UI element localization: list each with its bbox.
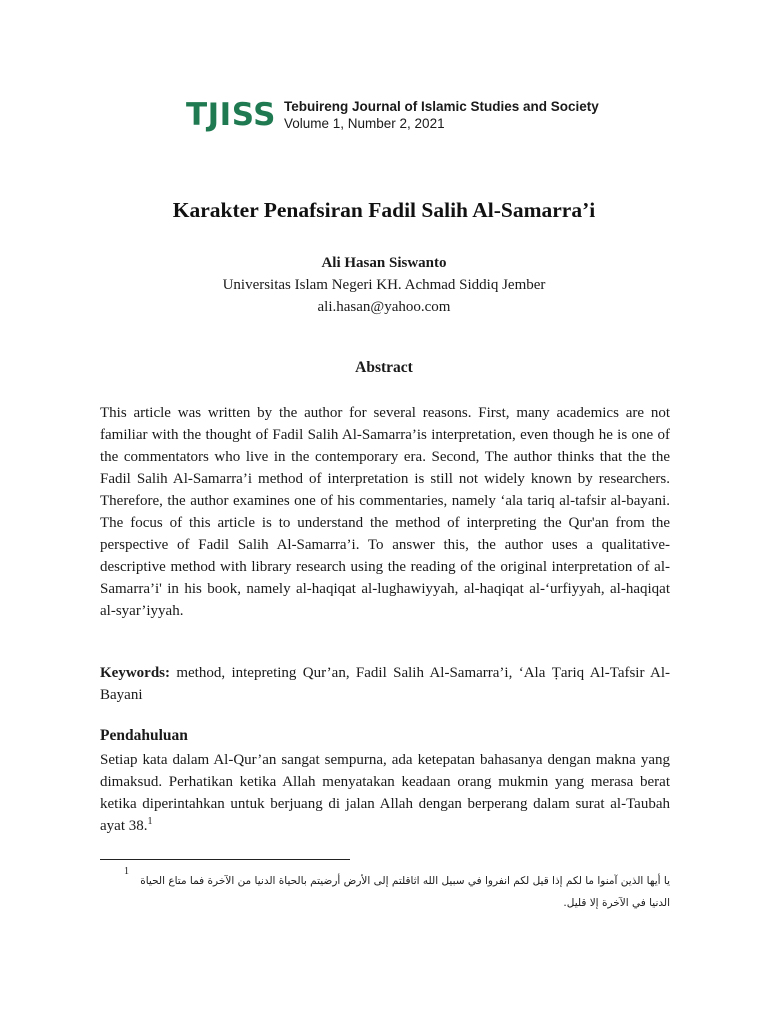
article-title: Karakter Penafsiran Fadil Salih Al-Samarra’i — [172, 198, 596, 222]
footnote-text: يا أيها الذين آمنوا ما لكم إذا قيل لكم انفروا في سبيل الله اثاقلتم إلى الأرض أرضيتم بالحياة الدنيا من الآخرة فما متاع الحياة الدنيا في الآخرة إلا قليل. — [140, 875, 670, 909]
keywords-label: Keywords: — [100, 665, 170, 681]
journal-header — [186, 98, 599, 132]
introduction-body: Setiap kata dalam Al-Qur’an sangat sempurna, ada ketepatan bahasanya dengan makna yang dimaksud. Perhatikan ketika Allah menyatakan keadaan orang mukmin yang merasa berat ketika diperintahkan untuk berjuang di jalan Allah dengan berperang dalam surat al-Taubah ayat 38. — [100, 752, 670, 834]
footnote-rule — [100, 859, 350, 860]
abstract-text: This article was written by the author for several reasons. First, many academics are not familiar with the thought of Fadil Salih Al-Samarra’is interpretation, even though he is one of the commentators who live in the contemporary era. Second, The author thinks that the the Fadil Salih Al-Samarra’i method of interpretation is still not widely known by researchers. Therefore, the author examines one of his commentaries, namely ‘ala tariq al-tafsir al-bayani. The focus of this article is to understand the method of interpreting the Qur'an from the perspective of Fadil Salih Al-Samarra’i. To answer this, the author uses a qualitative-descriptive method with library research using the reading of the original interpretation of al-Samarra’i' in his book, namely al-haqiqat al-lughawiyyah, al-haqiqat al-‘urfiyyah, al-haqiqat al-syar’iyyah. — [100, 405, 670, 619]
footnote-number: 1 — [124, 866, 129, 877]
author-block — [0, 252, 768, 318]
author-name: Ali Hasan Siswanto — [321, 255, 447, 271]
keywords-text: method, intepreting Qur’an, Fadil Salih Al-Samarra’i, ‘Ala Ṭariq Al-Tafsir Al-Bayani — [100, 665, 670, 703]
author-affiliation: Universitas Islam Negeri KH. Achmad Siddiq Jember — [222, 277, 546, 293]
journal-volume: Volume 1, Number 2, 2021 — [283, 116, 445, 131]
journal-logo: TJISS — [186, 96, 276, 133]
section-heading-introduction: Pendahuluan — [100, 727, 188, 744]
journal-name: Tebuireng Journal of Islamic Studies and Society — [283, 99, 599, 114]
introduction-text — [100, 749, 670, 837]
footnote-reference: 1 — [147, 816, 153, 827]
author-email: ali.hasan@yahoo.com — [317, 299, 451, 315]
journal-info — [284, 98, 599, 132]
keywords — [100, 662, 670, 706]
abstract-heading: Abstract — [355, 359, 413, 376]
